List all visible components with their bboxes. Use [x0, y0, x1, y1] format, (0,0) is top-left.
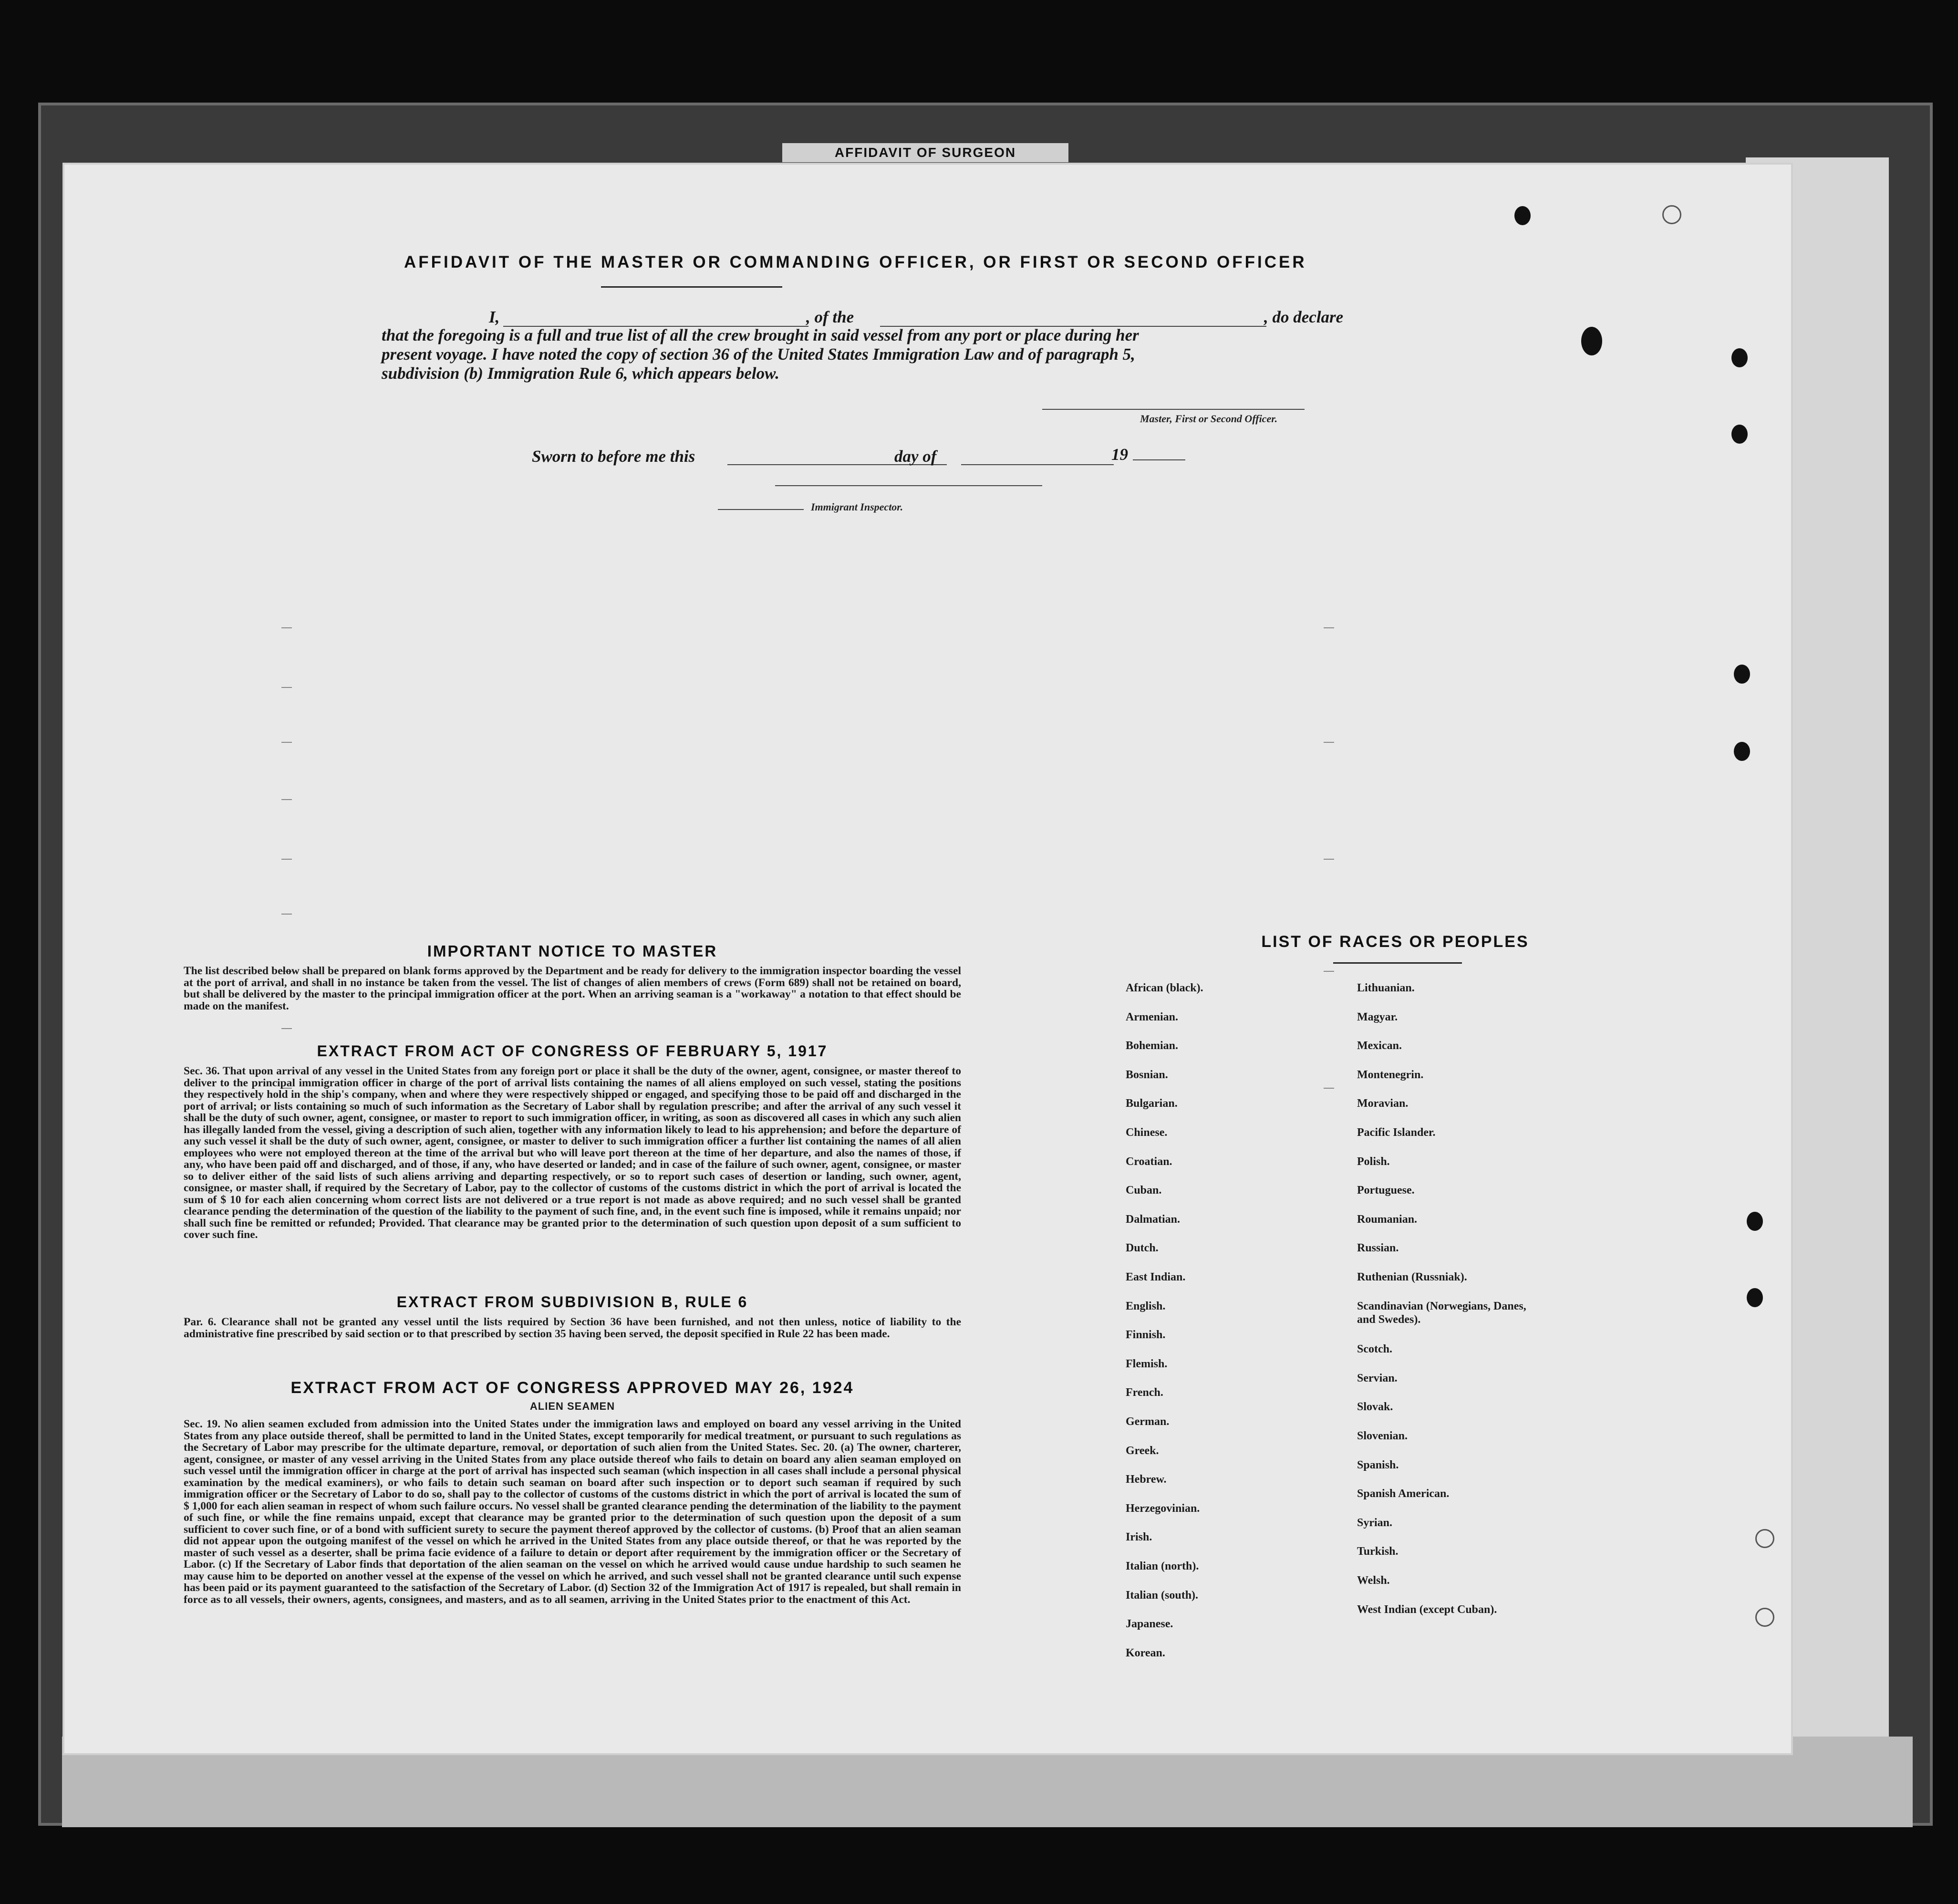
- act-1917-text: Sec. 36. That upon arrival of any vessel in the United States from any foreign port or place it shall be the duty of the owner, agent, consignee, or master thereof to deliver to the principal immigration officer in charge of the port of arrival lists containing the names of all aliens employed on such vessel, stating the positions they respectively hold in the ship's company, when and where they were respectively shipped or engaged, and specifying those to be paid off and discharged in the port of arrival; or lists containing so much of such information as the Secretary of Labor shall by regulation prescribe; and after the arrival of any such vessel it shall be the duty of such owner, agent, consignee, or master to report to such immigration officer, in writing, as soon as discovered all cases in which any such alien has illegally landed from the vessel, giving a description of such alien, together with any information likely to lead to his apprehension; and before the departure of any such vessel it shall be the duty of such owner, agent, consignee, or master to deliver to such immigration officer a further list containing the names of all alien employees who were not employed thereon at the time of the arrival but who will leave port thereon at the time of her departure, and also the names of those, if any, who have been paid off and discharged, and of those, if any, who have deserted or landed; and in case of the failure of such owner, agent, consignee, or master so to deliver either of the said lists of such aliens arriving and departing respectively, or so to report such cases of desertion or landing, such owner, agent, consignee, or master shall, if required by the Secretary of Labor, pay to the collector of customs of the customs district in which the port of arrival is located the sum of $ 10 for each alien concerning whom correct lists are not delivered or a true report is not made as above required; and no such vessel shall be granted clearance pending the determination of the question of the liability to the payment of such fine, and, in the event such fine is imposed, while it remains unpaid; nor shall such fine be remitted or refunded; Provided. That clearance may be granted prior to the determination of such question upon deposit of a sum sufficient to cover such fine.: [184, 1065, 961, 1241]
- master-signature-label: Master, First or Second Officer.: [1140, 413, 1278, 425]
- inspector-label: Immigrant Inspector.: [811, 501, 903, 513]
- underlying-page-title: AFFIDAVIT OF SURGEON: [834, 145, 1016, 160]
- race-left-item: Greek.: [1126, 1444, 1159, 1457]
- punch-hole: [1731, 348, 1748, 367]
- race-left-item: Bulgarian.: [1126, 1097, 1178, 1110]
- race-right-item: Pacific Islander.: [1357, 1126, 1436, 1139]
- affidavit-line-2: that the foregoing is a full and true list of all the crew brought in said vessel from any port or place during her: [382, 326, 1139, 344]
- race-left-item: Bosnian.: [1126, 1068, 1168, 1081]
- race-left-item: Korean.: [1126, 1646, 1165, 1659]
- affidavit-line-4: subdivision (b) Immigration Rule 6, which appears below.: [382, 364, 779, 383]
- race-left-item: Croatian.: [1126, 1155, 1172, 1168]
- notice-text: The list described below shall be prepared on blank forms approved by the Department and be ready for delivery to the immigration inspector boarding the vessel at the port of arrival, and shall in no instance be taken from the vessel. The list of changes of alien members of crews (Form 689) shall not be retained on board, but shall be delivered by the master to the principal immigration officer at the port. When an arriving seaman is a "workaway" a notation to that effect should be made on the manifest.: [184, 965, 961, 1012]
- race-left-item: Dutch.: [1126, 1242, 1159, 1255]
- punch-hole: [1734, 665, 1750, 684]
- rule-6-title: EXTRACT FROM SUBDIVISION B, RULE 6: [396, 1293, 748, 1311]
- race-right-item: Ruthenian (Russniak).: [1357, 1271, 1467, 1283]
- affidavit-i: I,: [489, 308, 500, 326]
- race-right-item: Portuguese.: [1357, 1184, 1415, 1197]
- race-right-item: Slovenian.: [1357, 1430, 1408, 1442]
- race-right-item: Lithuanian.: [1357, 982, 1415, 994]
- punch-hole-ring: [1662, 205, 1681, 224]
- races-right-column: [64, 165, 1791, 1753]
- race-left-item: Dalmatian.: [1126, 1213, 1180, 1226]
- race-right-item: Russian.: [1357, 1242, 1399, 1255]
- race-right-item: Spanish.: [1357, 1458, 1399, 1471]
- race-left-item: Hebrew.: [1126, 1473, 1167, 1486]
- day-of-text: day of: [894, 447, 937, 466]
- race-right-item: Mexican.: [1357, 1040, 1402, 1052]
- punch-hole-ring: [1755, 1529, 1774, 1548]
- race-left-item: German.: [1126, 1415, 1170, 1428]
- affidavit-of-the: , of the: [806, 308, 854, 326]
- notice-title: IMPORTANT NOTICE TO MASTER: [427, 942, 718, 960]
- race-left-item: Armenian.: [1126, 1010, 1178, 1023]
- act-1924-title: EXTRACT FROM ACT OF CONGRESS APPROVED MAY 26, 1924: [290, 1379, 854, 1397]
- affidavit-line-3: present voyage. I have noted the copy of section 36 of the United States Immigration Law and of paragraph 5,: [382, 345, 1135, 364]
- race-left-item: Herzegovinian.: [1126, 1502, 1200, 1515]
- act-1917-title: EXTRACT FROM ACT OF CONGRESS OF FEBRUARY 5, 1917: [317, 1042, 828, 1060]
- punch-hole: [1514, 206, 1531, 225]
- race-left-item: East Indian.: [1126, 1271, 1186, 1283]
- punch-hole: [1747, 1288, 1763, 1307]
- race-left-item: Cuban.: [1126, 1184, 1162, 1197]
- race-left-item: Bohemian.: [1126, 1040, 1179, 1052]
- race-left-item: Finnish.: [1126, 1329, 1166, 1342]
- punch-hole: [1734, 742, 1750, 761]
- race-left-item: Chinese.: [1126, 1126, 1168, 1139]
- race-right-item: Scotch.: [1357, 1343, 1392, 1356]
- race-right-item: Montenegrin.: [1357, 1068, 1424, 1081]
- punch-hole-ring: [1755, 1608, 1774, 1627]
- race-right-item: Welsh.: [1357, 1574, 1390, 1587]
- affidavit-title: AFFIDAVIT OF THE MASTER OR COMMANDING OFFICER, OR FIRST OR SECOND OFFICER: [404, 253, 1307, 271]
- rule-6-text: Par. 6. Clearance shall not be granted any vessel until the lists required by Section 36 have been furnished, and not then unless, notice of liability to the administrative fine prescribed by said section or to that prescribed by section 35 having been served, the deposit specified in Rule 22 has been made.: [184, 1316, 961, 1340]
- race-left-item: French.: [1126, 1386, 1163, 1399]
- race-right-item: West Indian (except Cuban).: [1357, 1603, 1497, 1616]
- race-left-item: English.: [1126, 1300, 1166, 1312]
- race-left-item: Italian (south).: [1126, 1589, 1199, 1602]
- race-right-item: Turkish.: [1357, 1545, 1399, 1558]
- race-right-item: Scandinavian (Norwegians, Danes, and Swedes).: [1357, 1300, 1526, 1326]
- race-right-item: Slovak.: [1357, 1401, 1393, 1414]
- race-right-item: Servian.: [1357, 1372, 1398, 1384]
- race-right-item: Magyar.: [1357, 1010, 1398, 1023]
- race-left-item: Irish.: [1126, 1531, 1152, 1544]
- race-left-item: Japanese.: [1126, 1618, 1173, 1631]
- race-right-item: Syrian.: [1357, 1516, 1393, 1529]
- year-prefix: 19: [1111, 445, 1128, 464]
- punch-hole: [1731, 425, 1748, 444]
- underlying-page-header: [782, 143, 1068, 162]
- race-right-item: Moravian.: [1357, 1097, 1409, 1110]
- act-1924-subtitle: ALIEN SEAMEN: [529, 1400, 615, 1412]
- race-left-item: African (black).: [1126, 982, 1203, 994]
- race-right-item: Roumanian.: [1357, 1213, 1418, 1226]
- race-left-item: Italian (north).: [1126, 1560, 1199, 1572]
- race-right-item: Polish.: [1357, 1155, 1390, 1168]
- punch-hole: [1747, 1212, 1763, 1231]
- race-left-item: Flemish.: [1126, 1357, 1168, 1370]
- races-title: LIST OF RACES OR PEOPLES: [1261, 933, 1529, 951]
- act-1924-text: Sec. 19. No alien seamen excluded from admission into the United States under the immigration laws and employed on board any vessel arriving in the United States from any place outside thereof, shall be permitted to land in the United States, except temporarily for medical treatment, or pursuant to such regulations as the Secretary of Labor may prescribe for the ultimate departure, removal, or deportation of such alien from the United States. Sec. 20. (a) The owner, charterer, agent, consignee, or master of any vessel arriving in the United States from any place outside thereof who fails to detain on board any alien seaman employed on such vessel until the immigration officer in charge at the port of arrival has inspected such seaman (which inspection in all cases shall include a personal physical examination by the medical examiners), or who fails to detain such seaman on board after such inspection or to deport such seaman if required by such immigration officer or the Secretary of Labor to do so, shall pay to the collector of customs of the customs district in which the port of arrival is located the sum of $ 1,000 for each alien seaman in respect of whom such failure occurs. No vessel shall be granted clearance pending the determination of the liability to the payment of such fine, or while the fine remains unpaid, except that clearance may be granted prior to the determination of such question upon the deposit of a sum sufficient to cover such fine, or of a bond with sufficient surety to secure the payment thereof approved by the collector of customs. (b) Proof that an alien seaman did not appear upon the outgoing manifest of the vessel on which he arrived in the United States from any place outside thereof, or that he was reported by the master of such vessel as a deserter, shall be prima facie evidence of a failure to detain or deport after requirement by the immigration officer or the Secretary of Labor. (c) If the Secretary of Labor finds that deportation of the alien seaman on the vessel on which he arrived would cause undue hardship to such seamen he may cause him to be deported on another vessel at the expense of the vessel on which he arrived, and such vessel shall not be granted clearance until such expense has been paid or its payment guaranteed to the satisfaction of the Secretary of Labor. (d) Section 32 of the Immigration Act of 1917 is repealed, but shall remain in force as to all vessels, their owners, agents, consignees, and masters, and as to all seamen, arriving in the United States prior to the enactment of this Act.: [184, 1418, 961, 1606]
- race-right-item: Spanish American.: [1357, 1488, 1450, 1500]
- form-sheet: [64, 165, 1791, 1753]
- affidavit-do-declare: , do declare: [1264, 308, 1344, 326]
- sworn-text: Sworn to before me this: [532, 447, 695, 466]
- punch-hole: [1581, 327, 1602, 355]
